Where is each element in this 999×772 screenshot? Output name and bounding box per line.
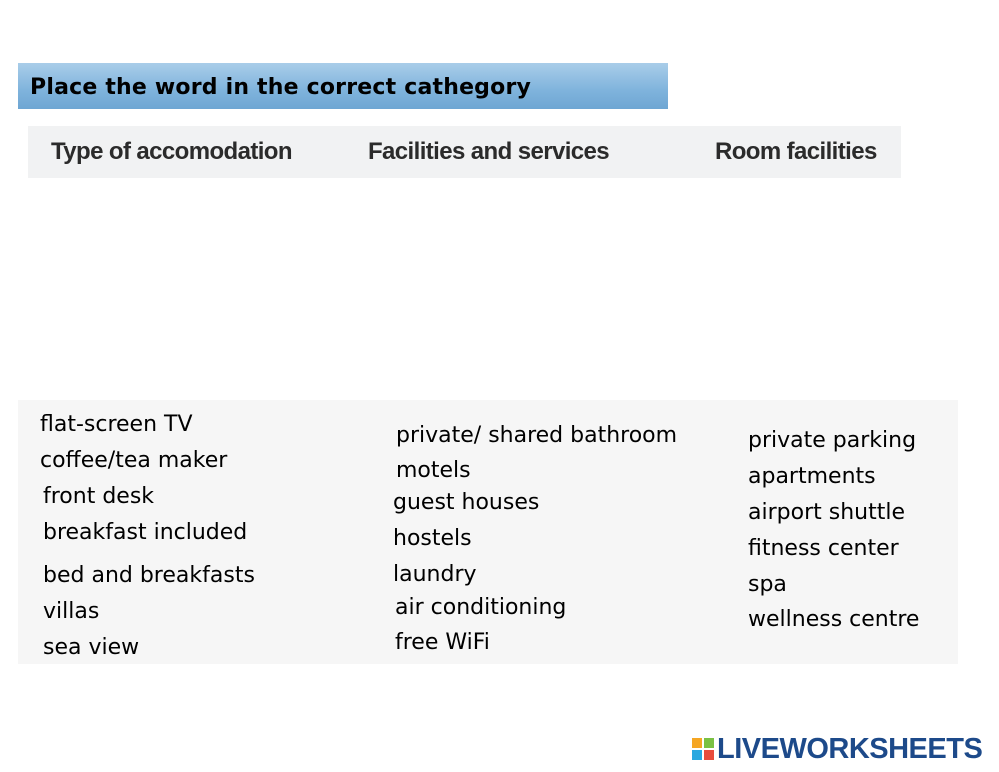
- liveworksheets-logo[interactable]: [692, 732, 982, 766]
- word-private-parking[interactable]: private parking: [748, 428, 917, 453]
- word-wellness-centre[interactable]: wellness centre: [748, 607, 920, 632]
- word-villas[interactable]: villas: [43, 599, 100, 624]
- word-private-shared-bathroom[interactable]: private/ shared bathroom: [396, 423, 678, 448]
- word-bed-and-breakfasts[interactable]: bed and breakfasts: [43, 563, 255, 588]
- word-coffee-tea-maker[interactable]: coffee/tea maker: [40, 448, 228, 473]
- word-laundry[interactable]: laundry: [393, 562, 477, 587]
- category-header: [28, 126, 901, 178]
- word-hostels[interactable]: hostels: [393, 526, 472, 551]
- instruction-bar: [18, 63, 668, 109]
- word-spa[interactable]: spa: [748, 572, 787, 597]
- word-front-desk[interactable]: front desk: [43, 484, 155, 509]
- word-sea-view[interactable]: sea view: [43, 635, 140, 660]
- word-guest-houses[interactable]: guest houses: [393, 490, 540, 515]
- category-type-of-accomodation: Type of accomodation: [51, 138, 292, 165]
- word-apartments[interactable]: apartments: [748, 464, 876, 489]
- word-airport-shuttle[interactable]: airport shuttle: [748, 500, 905, 525]
- word-breakfast-included[interactable]: breakfast included: [43, 520, 248, 545]
- word-motels[interactable]: motels: [396, 458, 471, 483]
- word-free-wifi[interactable]: free WiFi: [395, 630, 490, 655]
- word-flat-screen-tv[interactable]: flat-screen TV: [40, 412, 193, 437]
- instruction-text: Place the word in the correct cathegory: [30, 75, 532, 100]
- word-bank: [18, 400, 958, 664]
- word-fitness-center[interactable]: fitness center: [748, 536, 899, 561]
- word-air-conditioning[interactable]: air conditioning: [395, 595, 567, 620]
- liveworksheets-logo-text: LIVEWORKSHEETS: [717, 732, 983, 765]
- category-room-facilities: Room facilities: [715, 138, 877, 165]
- category-facilities-and-services: Facilities and services: [368, 138, 610, 165]
- liveworksheets-logo-icon: [692, 738, 714, 760]
